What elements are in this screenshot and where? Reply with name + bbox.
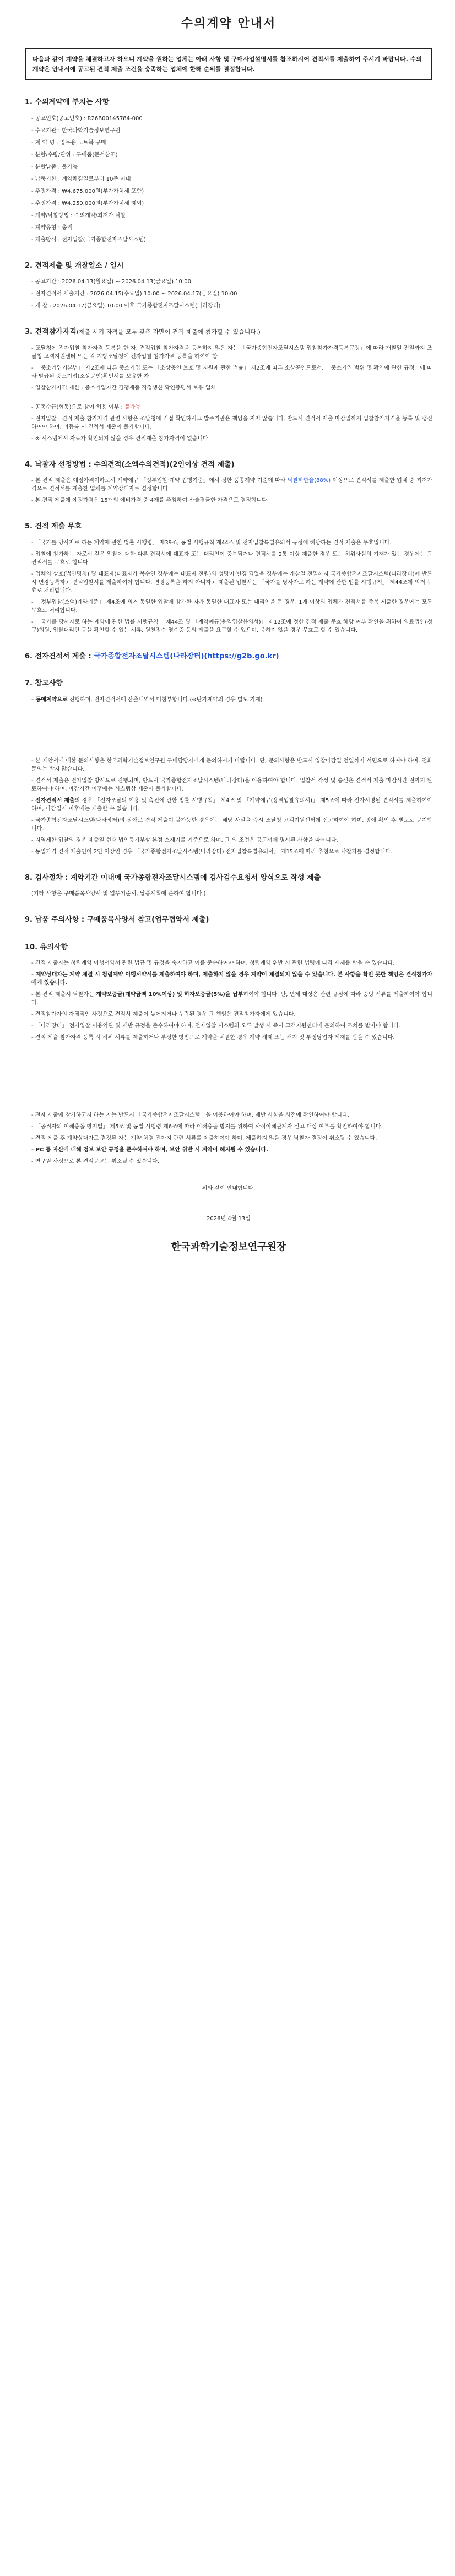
section-6-heading (25, 651, 432, 662)
section-7-body (25, 696, 432, 856)
s3-paragraph: - 「중소기업기본법」 제2조에 따른 중소기업 또는 「소상공인 보호 및 지원에 관한 법률」 제2조에 따른 소상공인으로서, 「중소기업 범위 및 확인에 관한 규정」에 따라 발급된 중소기업(소상공인)확인서를 보유한 자 (31, 365, 432, 380)
section-3-body (25, 344, 432, 443)
g2b-link[interactable]: 국가종합전자조달시스템(나라장터)(https://g2b.go.kr) (94, 652, 279, 661)
s2-item: - 공고기간 : 2026.04.13(월요일) ~ 2026.04.13(금요일) 10:00 (31, 279, 191, 285)
s7-text: 진행하며, 전자견적서에 산출내역서 미첨부합니다.(※단가계약의 경우 별도 기재) (67, 696, 263, 703)
s7-paragraph: - 국가종합전자조달시스템(나라장터)의 장애로 견적 제출이 불가능한 경우에는 해당 사실을 즉시 조달청 고객지원센터에 신고하여야 하며, 장애 확인 후 별도로 공지합니다. (31, 817, 432, 832)
section-2-list (25, 278, 432, 310)
s5-paragraph: - 「국가를 당사자로 하는 계약에 관한 법률 시행규칙」 제44조 및 「계약예규(용역입찰유의서)」 제12조에 정한 견적 제출 무효 해당 여부 확인을 위하여 의료법인(청구)회원, 입찰대리인 등을 확인할 수 있는 서류, 원천징수 영수증 등의 제출을 요구할 수 있으며, 응하지 않을 경우 무효로 할 수 있습니다. (31, 619, 432, 634)
intro-box: 다음과 같이 계약을 체결하고자 하오니 계약을 원하는 업체는 아래 사항 및 구매사업설명서를 참조하시어 견적서를 제출하여 주시기 바랍니다. 수의계약은 안내서에 공고된 견적 제출 조건을 충족하는 업체에 한해 순위를 결정합니다. (25, 48, 432, 80)
s2-item: - 개 찰 : 2026.04.17(금요일) 10:00 이후 국가종합전자조달시스템(나라장터) (31, 303, 221, 310)
s3-paragraph: - 전자입찰 : 견적 제출 참가자격 관련 사항은 조달청에 직접 확인하시고 발주기관은 책임을 지지 않습니다. 반드시 견적서 제출 마감일까지 입찰참가자격을 등록 및 갱신하여야 하며, 미등록 시 견적서 제출이 불가합니다. (31, 415, 432, 430)
s10-text: - 본 견적 제출시 낙찰자는 (31, 992, 96, 998)
s10-paragraph: - 「나라장터」 전자입찰 이용약관 및 제반 규정을 준수하여야 하며, 전자입찰 시스템의 오류 발생 시 즉시 고객지원센터에 문의하여 조치를 받아야 합니다. (31, 1023, 400, 1030)
s1-item: - 추정가격 : ₩4,675,000원(부가가치세 포함) (31, 188, 144, 194)
s4-paragraph (31, 477, 432, 493)
s6-heading-label: 6. 전자견적서 제출 : (25, 652, 94, 661)
section-7-heading: 7. 참고사항 (25, 679, 63, 688)
section-9-heading: 9. 납품 주의사항 : 구매품목사양서 참고(업무협약서 제출) (25, 916, 209, 924)
s1-item: - 제출방식 : 전자입찰(국가종합전자조달시스템) (31, 236, 146, 243)
document-page (25, 11, 432, 1254)
s7-text-bold: - 동에계약으로 (31, 696, 68, 703)
document-date: 2026년 4월 13일 (207, 1216, 251, 1222)
s1-item: - 수요기관 : 한국과학기술정보연구원 (31, 127, 121, 134)
section-5-heading: 5. 견적 제출 무효 (25, 522, 82, 531)
s7-paragraph: - 본 제안서에 대한 문의사항은 한국과학기술정보연구원 구매담당자에게 문의하시기 바랍니다. 단, 문의사항은 반드시 입찰마감일 전일까지 서면으로 하여야 하며, 전화 문의는 받지 않습니다. (31, 757, 432, 772)
section-10-body (25, 959, 432, 1166)
s3-joint-bid-value: 불가능 (124, 404, 141, 410)
s7-text: 의 경우 「전자조달의 이용 및 촉진에 관한 법률 시행규칙」 제4조 및 「계약예규(용역입찰유의서)」 제5조에 따라 전자서명된 견적서를 제출하여야 하며, 마감일시 이후에는 제출할 수 없습니다. (31, 797, 433, 812)
s3-joint-bid-label: - 공동수급(협동)으로 참여 허용 여부 : (31, 404, 125, 410)
s3-paragraph: - ※ 시스템에서 자료가 확인되지 않을 경우 견적제출 참가자격이 없습니다. (31, 435, 210, 442)
s5-paragraph: - 「국가를 당사자로 하는 계약에 관한 법률 시행령」 제39조, 동법 시행규칙 제44조 및 전자입찰특별유의서 규정에 해당하는 견적 제출은 무효입니다. (31, 539, 392, 546)
s7-paragraph (31, 797, 432, 813)
section-4-heading: 4. 낙찰자 선정방법 : 수의견적(소액수의견적)(2인이상 견적 제출) (25, 460, 235, 469)
s1-item: - 계 약 명 : 업무용 노트북 구매 (31, 139, 106, 146)
s8-sub: (기타 사항은 구매품목사양서 및 업무기준서, 납품계획에 준하여 합니다.) (31, 891, 206, 897)
s3-paragraph: - 조달청에 전자입찰 참가자격 등록을 한 자. 견적입찰 참가자격을 등록하지 않은 자는 「국가종합전자조달시스템 입찰참가자격등록규정」에 따라 개찰일 전일까지 조달청 고객지원센터 또는 각 지방조달청에 전자입찰 참가자격 등록을 하여야 함 (31, 345, 432, 360)
s4-text: - 본 견적 제출은 예정가격이하로서 계약예규 「정부입찰·계약 집행기준」에서 정한 품종계약 기준에 따라 (31, 478, 288, 484)
s10-text-bold: 계약보증금(계약금액 10%이상) 및 하자보증금(5%)을 납부 (96, 992, 243, 998)
s10-text: 하여야 합니다. 단, 면제 대상은 관련 규정에 따라 증빙 서류를 제출하여야 합니다. (31, 992, 432, 1006)
s3-heading-note: (제출 시기 자격을 모두 갖춘 자만이 견적 제출에 참가할 수 있습니다.) (76, 328, 261, 336)
s10-paragraph: - 전자 제출에 참가하고자 하는 자는 반드시 「국가종합전자조달시스템」을 이용하여야 하며, 제반 사항을 사전에 확인하여야 합니다. (31, 1112, 349, 1119)
section-2-heading: 2. 견적제출 및 개찰일소 / 일시 (25, 261, 124, 270)
s7-paragraph: - 동일가격 견적 제출인이 2인 이상인 경우 「국가종합전자조달시스템(나라장터) 전자입찰특별유의서」 제15조에 따라 추첨으로 낙찰자를 결정합니다. (31, 848, 393, 855)
s1-item: - 계약유형 : 총액 (31, 224, 73, 231)
s5-paragraph: - 업체의 상호(법인명칭) 및 대표자(대표자가 복수인 경우에는 대표자 전원)의 성명이 변경 되었을 경우에는 개찰일 전일까지 국가종합전자조달시스템(나라장터)에 반드시 변경등록하고 견적입찰서를 제출하여야 합니다. 변경등록을 하지 아니하고 제출된 입찰서는 「국가를 당사자로 하는 계약에 관한 법률 시행규칙」 제44조에 의거 무효로 처리합니다. (31, 571, 432, 594)
section-1-list (25, 115, 432, 244)
s10-paragraph: - 연구원 사정으로 본 견적공고는 취소될 수 있습니다. (31, 1159, 159, 1165)
section-10-heading: 10. 유의사항 (25, 943, 68, 951)
s5-paragraph: - 「정부입찰(소액)계약기준」 제4조에 의거 동일한 입찰에 참가한 자가 동일한 대표자 또는 대리인을 둔 경우, 1개 이상의 업체가 견적서를 중복 제출한 경우에는 모두 무효로 처리합니다. (31, 599, 432, 614)
s7-paragraph: - 지역제한 입찰의 경우 제출일 현재 법인등기부상 본점 소재지를 기준으로 하며, 그 외 조건은 공고서에 명시된 사항을 따릅니다. (31, 837, 338, 843)
s4-rate-highlight: 낙찰하한율(88%) (287, 478, 331, 484)
s7-paragraph (31, 696, 432, 704)
s10-paragraph: - PC 등 자산에 대해 정보 보안 규정을 준수하여야 하며, 보안 위반 시 계약이 해지될 수 있습니다. (31, 1147, 268, 1154)
s10-paragraph: - 「공직자의 이해충돌 방지법」 제5조 및 동법 시행령 제6조에 따라 이해충돌 방지를 위하여 사적이해관계자 신고 대상 여부를 확인하여야 합니다. (31, 1124, 383, 1130)
s7-text-bold: 전자견적서 제출 (35, 797, 75, 804)
s1-item: - 분할/수량/단위 : 구매품(문서참조) (31, 151, 118, 158)
s10-paragraph: - 견적참가자의 자체적인 사정으로 견적서 제출이 늦어지거나 누락된 경우 그 책임은 견적참가자에게 있습니다. (31, 1011, 296, 1018)
s10-paragraph: - 계약상대자는 계약 체결 시 청렴계약 이행서약서를 제출하여야 하며, 제출하지 않을 경우 계약이 체결되지 않을 수 있습니다. 본 사항을 확인 못한 책임은 견적참가자에게 있습니다. (31, 972, 432, 987)
s1-item: - 계약/낙찰방법 : 수의계약/최저가 낙찰 (31, 212, 126, 219)
s1-item: - 분할납품 : 불가능 (31, 164, 78, 170)
section-4-body (25, 477, 432, 505)
issuing-organization: 한국과학기술정보연구원장 (171, 1241, 286, 1253)
s1-item: - 공고번호(공고번호) : R26B00145784-000 (31, 115, 143, 122)
s10-paragraph: - 견적 제출자는 청렴계약 이행서약서 관련 법규 및 규정을 숙지하고 이를 준수하여야 하며, 청렴계약 위반 시 관련 법령에 따라 제재를 받을 수 있습니다. (31, 960, 395, 967)
s3-joint-bid (31, 403, 432, 412)
document-title: 수의계약 안내서 (181, 17, 277, 30)
s4-text: 이상으로 견적서를 제출한 업체 중 최저가격으로 견적서를 제출한 업체를 계약상대자로 결정합니다. (31, 478, 432, 493)
s2-item: - 전자견적서 제출기간 : 2026.04.15(수요일) 10:00 ~ 2026.04.17(금요일) 10:00 (31, 291, 237, 297)
section-3-heading (25, 327, 432, 338)
s3-paragraph: - 입찰참가자격 제한 : 중소기업자간 경쟁제품 직접생산 확인증명서 보유 업체 (31, 385, 216, 391)
s10-paragraph: - 견적 제출 참가자격 등록 시 허위 서류를 제출하거나 부정한 방법으로 계약을 체결한 경우 계약 해제 또는 해지 및 부정당업자 제재를 받을 수 있습니다. (31, 1035, 395, 1041)
section-5-body (25, 539, 432, 635)
s7-paragraph: - 견적서 제출은 전자입찰 방식으로 진행되며, 반드시 국가종합전자조달시스템(나라장터)을 이용하여야 합니다. 입찰서 작성 및 송신은 견적서 제출 마감시간 전까지 완료하여야 하며, 마감시간 이후에는 시스템상 제출이 불가합니다. (31, 777, 432, 792)
closing-text: 위와 같이 안내합니다. (202, 1186, 256, 1192)
s3-heading-main: 3. 견적참가자격 (25, 328, 77, 337)
s4-paragraph: - 본 견적 제출에 예정가격은 15개의 예비가격 중 4개를 추첨하여 산술평균한 가격으로 결정합니다. (31, 497, 269, 504)
section-1-heading: 1. 수의계약에 부치는 사항 (25, 98, 110, 107)
section-8-heading: 8. 검사절차 : 계약기간 이내에 국가종합전자조달시스템에 검사검수요청서 양식으로 작성 제출 (25, 873, 321, 882)
s1-item: - 납품기한 : 계약체결일로부터 10주 이내 (31, 176, 131, 182)
s10-paragraph: - 견적 제출 후 계약상대자로 결정된 자는 계약 체결 전까지 관련 서류를 제출하여야 하며, 제출하지 않을 경우 낙찰자 결정이 취소될 수 있습니다. (31, 1135, 377, 1142)
s7-text: - (31, 797, 36, 804)
s1-item: - 추정가격 : ₩4,250,000원(부가가치세 제외) (31, 200, 144, 207)
s10-paragraph (31, 991, 432, 1007)
s5-paragraph: - 입찰에 참가하는 자로서 같은 입찰에 대한 다른 견적서에 대표자 또는 대리인이 중복되거나 견적서를 2통 이상 제출한 경우 또는 허위사실의 기재가 있는 경우에는 그 견적서를 무효로 합니다. (31, 551, 432, 566)
